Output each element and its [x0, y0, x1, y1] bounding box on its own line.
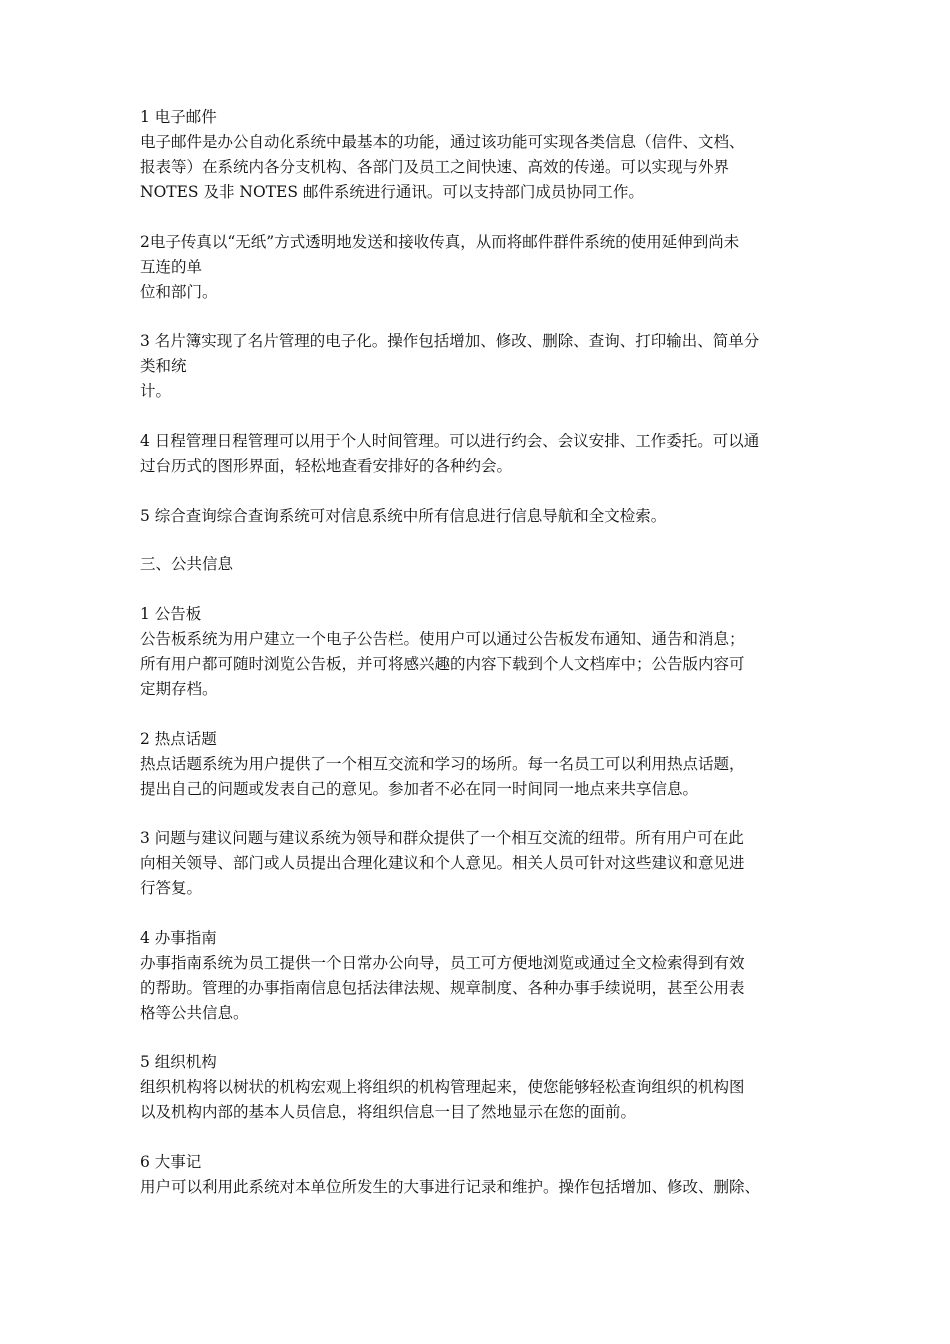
text-line: 用户可以利用此系统对本单位所发生的大事进行记录和维护。操作包括增加、修改、删除、: [140, 1178, 761, 1196]
heading-organization: 5 组织机构: [140, 1053, 217, 1071]
text-line: 热点话题系统为用户提供了一个相互交流和学习的场所。每一名员工可以利用热点话题，: [140, 755, 745, 773]
text-line: 所有用户都可随时浏览公告板，并可将感兴趣的内容下载到个人文档库中；公告版内容可: [140, 655, 745, 673]
text-line: 以及机构内部的基本人员信息，将组织信息一目了然地显示在您的面前。: [140, 1103, 637, 1121]
text-line: 3 问题与建议问题与建议系统为领导和群众提供了一个相互交流的纽带。所有用户可在此: [140, 829, 744, 847]
text-line: 办事指南系统为员工提供一个日常办公向导，员工可方便地浏览或通过全文检索得到有效: [140, 954, 745, 972]
heading-bulletin-board: 1 公告板: [140, 605, 202, 623]
text-line: 公告板系统为用户建立一个电子公告栏。使用户可以通过公告板发布通知、通告和消息；: [140, 630, 745, 648]
text-line: 4 日程管理日程管理可以用于个人时间管理。可以进行约会、会议安排、工作委托。可以通: [140, 432, 760, 450]
text-line: 3 名片簿实现了名片管理的电子化。操作包括增加、修改、删除、查询、打印输出、简单分: [140, 332, 760, 350]
text-line: 提出自己的问题或发表自己的意见。参加者不必在同一时间同一地点来共享信息。: [140, 780, 699, 798]
text-line: 电子邮件是办公自动化系统中最基本的功能，通过该功能可实现各类信息（信件、文档、: [140, 133, 745, 151]
text-line: 互连的单: [140, 258, 203, 276]
text-line: 位和部门。: [140, 283, 218, 301]
text-line: NOTES 及非 NOTES 邮件系统进行通讯。可以支持部门成员协同工作。: [140, 183, 644, 201]
text-line: 5 综合查询综合查询系统可对信息系统中所有信息进行信息导航和全文检索。: [140, 507, 667, 525]
heading-email: 1 电子邮件: [140, 108, 217, 126]
text-line: 过台历式的图形界面，轻松地查看安排好的各种约会。: [140, 457, 513, 475]
text-line: 行答复。: [140, 879, 203, 897]
heading-chronicle: 6 大事记: [140, 1153, 202, 1171]
heading-hot-topics: 2 热点话题: [140, 730, 217, 748]
text-line: 格等公共信息。: [140, 1004, 249, 1022]
text-line: 定期存档。: [140, 680, 218, 698]
text-line: 类和统: [140, 357, 187, 375]
text-line: 向相关领导、部门或人员提出合理化建议和个人意见。相关人员可针对这些建议和意见进: [140, 854, 745, 872]
text-line: 的帮助。管理的办事指南信息包括法律法规、规章制度、各种办事手续说明，甚至公用表: [140, 979, 745, 997]
text-line: 报表等）在系统内各分支机构、各部门及员工之间快速、高效的传递。可以实现与外界: [140, 158, 730, 176]
text-line: 计。: [140, 382, 172, 400]
heading-guide: 4 办事指南: [140, 929, 217, 947]
section-heading: 三、公共信息: [140, 555, 234, 573]
text-line: 2电子传真以“无纸”方式透明地发送和接收传真，从而将邮件群件系统的使用延伸到尚未: [140, 233, 740, 251]
text-line: 组织机构将以树状的机构宏观上将组织的机构管理起来，使您能够轻松查询组织的机构图: [140, 1078, 745, 1096]
